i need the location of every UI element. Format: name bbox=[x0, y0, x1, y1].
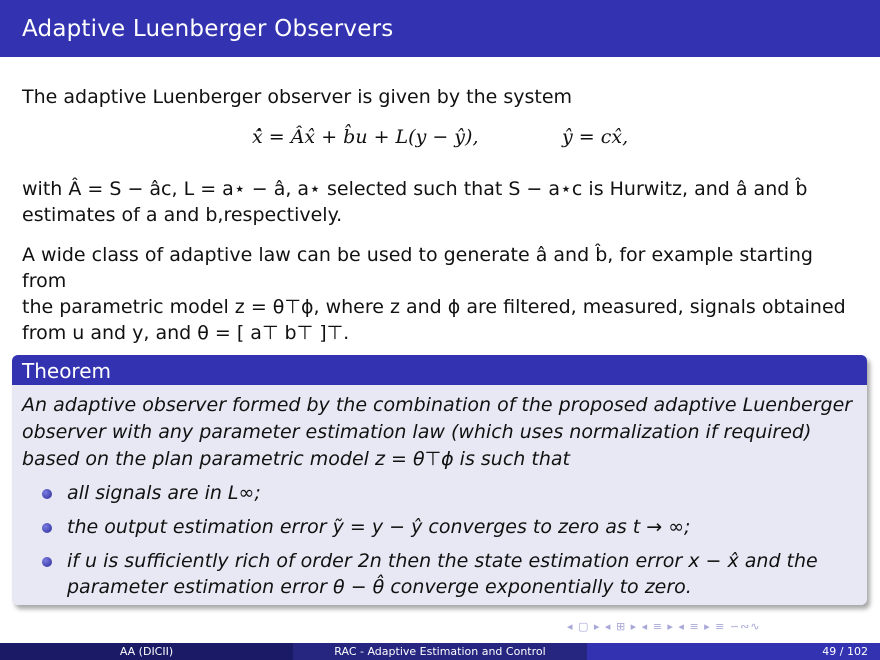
list-item bbox=[22, 480, 860, 506]
bullet-icon bbox=[42, 489, 52, 499]
beamer-navigation-icons[interactable]: ◂ ▢ ▸ ◂ ⊞ ▸ ◂ ≡ ▸ ◂ ≡ ▸ ≡ ∽∾∿ bbox=[567, 620, 761, 633]
footer-author: AA (DICII) bbox=[0, 643, 293, 660]
slide-title: Adaptive Luenberger Observers bbox=[22, 16, 394, 42]
definitions-block bbox=[22, 176, 862, 228]
theorem-bullet-list bbox=[22, 480, 860, 608]
adaptive-law-block bbox=[22, 242, 862, 346]
output-equation: ŷ = cx̂, bbox=[562, 126, 629, 148]
list-item bbox=[22, 514, 860, 540]
slide-title-bar bbox=[0, 0, 880, 57]
theorem-block bbox=[12, 355, 867, 605]
adaptive-law-line-2: the parametric model z = θ⊤ϕ, where z and ϕ are filtered, measured, signals obtained bbox=[22, 296, 846, 318]
adaptive-law-line-3: from u and y, and θ = [ a⊤ b⊤ ]⊤. bbox=[22, 322, 350, 344]
footer-course: RAC - Adaptive Estimation and Control bbox=[293, 643, 587, 660]
list-item-text: the output estimation error ỹ = y − ŷ converges to zero as t → ∞; bbox=[67, 516, 691, 538]
definitions-line-1: with Â = S − âc, L = a⋆ − â, a⋆ selected such that S − a⋆c is Hurwitz, and â and b̂ bbox=[22, 178, 808, 200]
bullet-icon bbox=[42, 523, 52, 533]
theorem-header-label: Theorem bbox=[22, 359, 112, 383]
footer-page-number: 49 / 102 bbox=[822, 645, 868, 658]
list-item bbox=[22, 548, 860, 600]
adaptive-law-line-1: A wide class of adaptive law can be used to generate â and b̂, for example starting from bbox=[22, 244, 813, 292]
definitions-line-2: estimates of a and b,respectively. bbox=[22, 204, 343, 226]
theorem-statement: An adaptive observer formed by the combination of the proposed adaptive Luenberger observer with any parameter estimation law (which uses normalization if required) based on the plan parametric model z = θ⊤ϕ is such that bbox=[22, 394, 853, 470]
list-item-text: all signals are in L∞; bbox=[67, 482, 261, 504]
footer-bar bbox=[0, 643, 880, 660]
observer-equation: x̂̇ = Âx̂ + b̂u + L(y − ŷ), bbox=[252, 126, 479, 148]
theorem-header bbox=[12, 355, 867, 385]
list-item-text: if u is sufficiently rich of order 2n then the state estimation error x − x̂ and the parameter estimation error θ − θ̂ converge exponentially to zero. bbox=[67, 550, 818, 598]
intro-text: The adaptive Luenberger observer is given by the system bbox=[22, 86, 573, 108]
footer-page-segment bbox=[587, 643, 880, 660]
bullet-icon bbox=[42, 557, 52, 567]
